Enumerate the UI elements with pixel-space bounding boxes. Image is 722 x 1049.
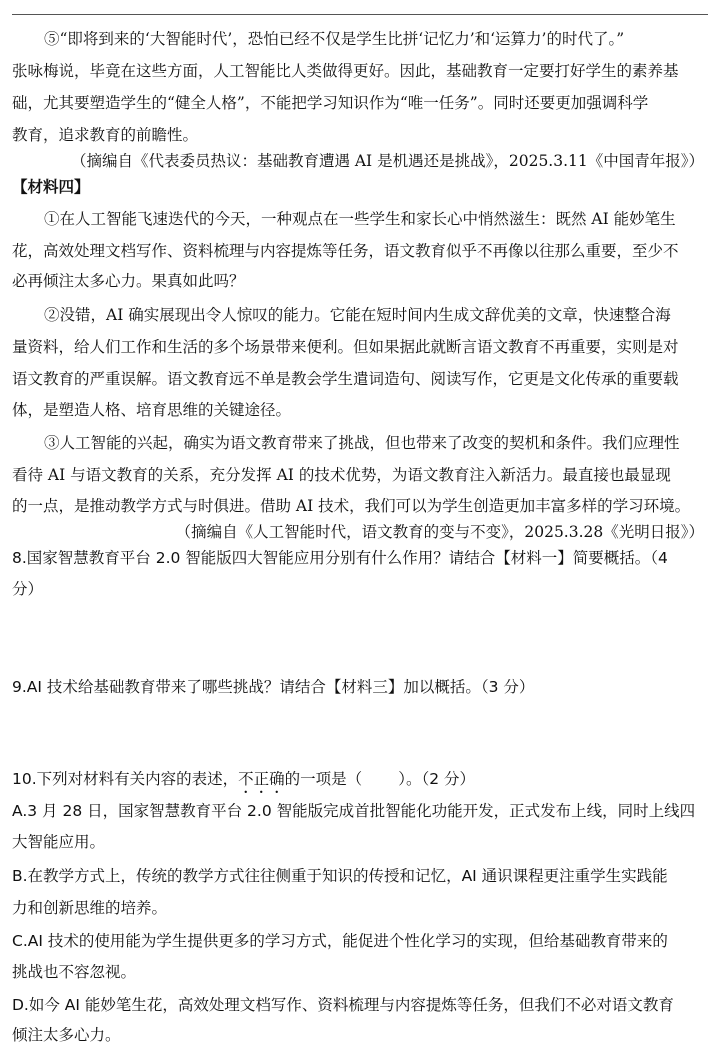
option-a-line2: 大智能应用。 [12,833,106,851]
material4-heading: 【材料四】 [12,178,90,196]
material3-source: （摘编自《代表委员热议：基础教育遭遇 AI 是机遇还是挑战》，2025.3.11《中国青年报》） [70,152,704,170]
material3-para5-line2: 张咏梅说，毕竟在这些方面，人工智能比人类做得更好。因此，基础教育一定要打好学生的素养基 [12,62,679,80]
material4-para2-line3: 语文教育的严重误解。语文教育远不单是教会学生遣词造句、阅读写作，它更是文化传承的重要载 [12,370,679,388]
option-d-line1: D.如今 AI 能妙笔生花，高效处理文档写作、资料梳理与内容提炼等任务，但我们不必对语文教育 [12,996,674,1014]
option-b-line1: B.在教学方式上，传统的教学方式往往侧重于知识的传授和记忆，AI 通识课程更注重学生实践能 [12,867,668,885]
question-10-stem [12,768,712,797]
material4-para1-line1: ①在人工智能飞速迭代的今天，一种观点在一些学生和家长心中悄然滋生：既然 AI 能妙笔生 [44,210,676,228]
question-9: 9.AI 技术给基础教育带来了哪些挑战？请结合【材料三】加以概括。（3 分） [12,678,535,696]
option-c-line1: C.AI 技术的使用能为学生提供更多的学习方式，能促进个性化学习的实现，但给基础教育带来的 [12,932,668,950]
material4-para2-line2: 量资料，给人们工作和生活的多个场景带来便利。但如果据此就断言语文教育不再重要，实则是对 [12,338,679,356]
material4-para1-line3: 必再倾注太多心力。果真如此吗？ [12,272,245,290]
option-c-line2: 挑战也不容忽视。 [12,963,137,981]
question-10-end: ）。（2 分） [398,770,475,788]
option-b-line2: 力和创新思维的培养。 [12,899,168,917]
material4-para2-line1: ②没错，AI 确实展现出令人惊叹的能力。它能在短时间内生成文辞优美的文章，快速整合海 [44,306,671,324]
material4-para1-line2: 花，高效处理文档写作、资料梳理与内容提炼等任务，语文教育似乎不再像以往那么重要，至少不 [12,242,679,260]
material4-source: （摘编自《人工智能时代，语文教育的变与不变》，2025.3.28《光明日报》） [175,523,704,541]
question-8-line2: 分） [12,580,44,598]
question-10-prefix: 10.下列对材料有关内容的表述， [12,770,239,788]
material4-para2-line4: 体，是塑造人格、培育思维的关键途径。 [12,401,292,419]
material3-para5-line3: 础，尤其要塑造学生的“健全人格”，不能把学习知识作为“唯一任务”。同时还要更加强调科学 [12,94,649,112]
top-rule [12,14,708,15]
material4-para3-line2: 看待 AI 与语文教育的关系，充分发挥 AI 的技术优势，为语文教育注入新活力。最直接也最显现 [12,466,671,484]
material4-para3-line1: ③人工智能的兴起，确实为语文教育带来了挑战，但也带来了改变的契机和条件。我们应理性 [44,434,680,452]
option-a-line1: A.3 月 28 日，国家智慧教育平台 2.0 智能版完成首批智能化功能开发，正式发布上线，同时上线四 [12,802,696,820]
material4-para3-line3: 的一点，是推动教学方式与时俱进。借助 AI 技术，我们可以为学生创造更加丰富多样的学习环境。 [12,497,691,515]
material3-para5-line1: ⑤“即将到来的‘大智能时代’，恐怕已经不仅是学生比拼‘记忆力’和‘运算力’的时代了。” [44,30,625,48]
question-10-emphasis: 不正确 [238,770,285,788]
question-10-suffix: 的一项是（ [284,770,363,788]
option-d-line2: 倾注太多心力。 [12,1026,121,1044]
material3-para5-line4: 教育，追求教育的前瞻性。 [12,126,199,144]
question-8-line1: 8.国家智慧教育平台 2.0 智能版四大智能应用分别有什么作用？请结合【材料一】简要概括。（4 [12,549,668,567]
